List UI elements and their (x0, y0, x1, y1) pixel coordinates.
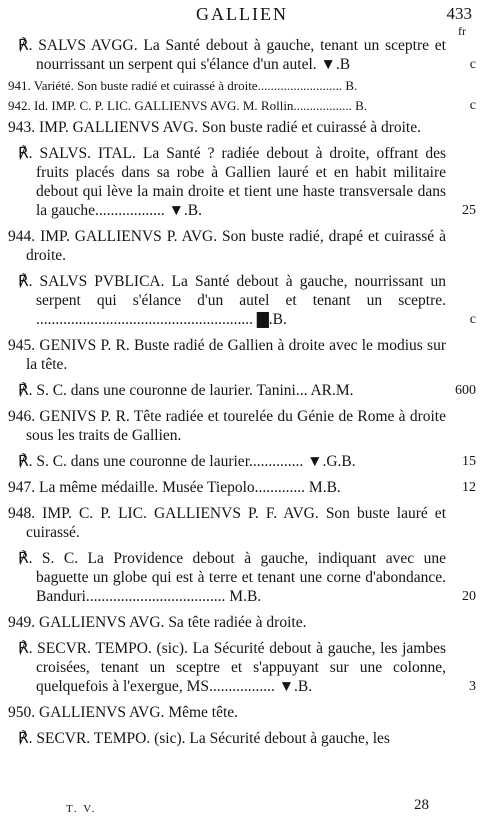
entry-value: 3 (469, 679, 476, 694)
entry-text: ℟. SALVS AVGG. La Santé debout à gauche, tenant un sceptre et nourrissant un serpent qui s'élance d'un autel. ▼.B (18, 37, 446, 73)
catalog-entry (8, 504, 476, 542)
column-label: fr (458, 24, 466, 38)
catalog-entry (18, 144, 476, 220)
catalog-entry (18, 639, 476, 696)
entry-text: 943. IMP. GALLIENVS AVG. Son buste radié et cuirassé à droite. (8, 119, 421, 136)
catalog-entry (18, 36, 476, 74)
entry-value: 15 (462, 454, 476, 469)
catalog-entries (8, 36, 476, 748)
entry-text: ℟. S. C. dans une couronne de laurier. Tanini... AR.M. (18, 382, 354, 399)
entry-text: ℟. SECVR. TEMPO. (sic). La Sécurité debout à gauche, les (18, 730, 390, 747)
printer-signature: T. V. (66, 803, 97, 815)
page-number: 433 (446, 4, 472, 23)
entry-value: 20 (462, 589, 476, 604)
catalog-entry (18, 381, 476, 400)
entry-value: c (469, 312, 476, 327)
catalog-entry (8, 613, 476, 632)
catalog-entry (8, 78, 476, 94)
catalog-entry (18, 729, 476, 748)
catalog-entry (8, 336, 476, 374)
entry-text: 946. GENIVS P. R. Tête radiée et tourelée du Génie de Rome à droite sous les traits de Gallien. (8, 408, 446, 444)
catalog-entry (8, 703, 476, 722)
catalog-entry (8, 98, 476, 114)
entry-text: 950. GALLIENVS AVG. Même tête. (8, 704, 239, 721)
entry-value: c (469, 57, 476, 72)
entry-text: 948. IMP. C. P. LIC. GALLIENVS P. F. AVG. Son buste lauré et cuirassé. (8, 505, 446, 541)
entry-text: 945. GENIVS P. R. Buste radié de Gallien à droite avec le modius sur la tête. (8, 337, 446, 373)
catalog-entry (8, 478, 476, 497)
entry-text: ℟. SECVR. TEMPO. (sic). La Sécurité debout à gauche, les jambes croisées, tenant un sceptre et s'appuyant sur une colonne, quelquefois à l'exergue, MS................. ▼.B. (18, 640, 446, 695)
entry-text: ℟. S. C. dans une couronne de laurier.............. ▼.G.B. (18, 453, 356, 470)
catalog-entry (18, 452, 476, 471)
catalog-entry (18, 272, 476, 329)
gathering-number: 28 (414, 797, 429, 813)
entry-text: 942. Id. IMP. C. P. LIC. GALLIENVS AVG. M. Rollin.................. B. (8, 98, 368, 113)
entry-text: 944. IMP. GALLIENVS P. AVG. Son buste radié, drapé et cuirassé à droite. (8, 228, 446, 264)
catalog-entry (8, 118, 476, 137)
entry-text: ℟. S. C. La Providence debout à gauche, indiquant avec une baguette un globe qui est à terre et tenant une corne d'abondance. Banduri.................................... M.B. (18, 550, 446, 605)
entry-text: ℟. SALVS. ITAL. La Santé ? radiée debout à droite, offrant des fruits placés dans sa robe à Gallien lauré et en habit militaire debout qui lève la main droite et tient une haste transversale dans la gauche.................. ▼.B. (18, 145, 446, 219)
entry-text: 949. GALLIENVS AVG. Sa tête radiée à droite. (8, 614, 307, 631)
entry-value: 600 (455, 383, 476, 398)
page-title: GALLIEN (196, 4, 288, 24)
catalog-entry (8, 227, 476, 265)
entry-value: c (469, 98, 476, 113)
entry-text: 947. La même médaille. Musée Tiepolo............. M.B. (8, 479, 341, 496)
catalog-entry (18, 549, 476, 606)
entry-text: ℟. SALVS PVBLICA. La Santé debout à gauche, nourrissant un serpent qui s'élance d'un autel et tenant un sceptre. ........................................................ ▇.B. (18, 273, 446, 328)
entry-value: 12 (462, 480, 476, 495)
catalog-entry (8, 407, 476, 445)
entry-text: 941. Variété. Son buste radié et cuirassé à droite.......................... B. (8, 78, 358, 93)
entry-value: 25 (462, 203, 476, 218)
